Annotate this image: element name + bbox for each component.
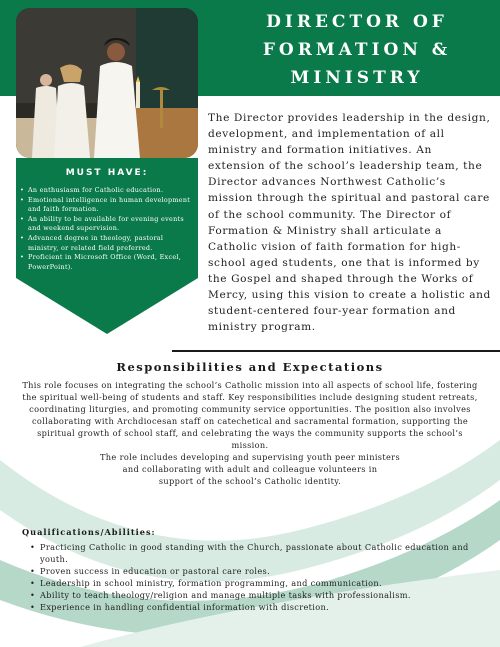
responsibilities-heading: Responsibilities and Expectations [116,360,384,374]
qualifications-heading: Qualifications/Abilities: [22,527,156,537]
list-item: • Proven success in education or pastoral care roles. [30,565,480,577]
must-have-heading: MUST HAVE: [65,168,149,178]
list-item: • Emotional intelligence in human development and faith formation. [20,196,192,215]
list-item: • Proficient in Microsoft Office (Word, Excel, PowerPoint). [20,253,192,272]
list-item: • Advanced degree in theology, pastoral ministry, or related field preferred. [20,234,192,253]
page-title [222,8,492,92]
list-item: • An ability to be available for evening events and weekend supervision. [20,215,192,234]
list-item: • An enthusiasm for Catholic education. [20,186,192,196]
responsibilities-paragraph: This role focuses on integrating the school’s Catholic mission into all aspects of school life, fostering the spiritual well-being of students and staff. Key responsibilities include designing student retreats, coordinating liturgies, and promoting community service opportunities. The position also involves collaborating with Archdiocesan staff on catechetical and sacramental formation, supporting the spiritual growth of school staff, and celebrating the ways the community supports the school’s mission. [22,380,478,450]
title-line-3: MINISTRY [290,68,424,88]
ceremony-photo [16,8,198,158]
section-divider [172,350,500,352]
list-item: • Experience in handling confidential information with discretion. [30,601,480,613]
ceremony-photo-illustration [16,8,198,158]
must-have-list [20,186,192,272]
list-item: • Practicing Catholic in good standing with the Church, passionate about Catholic education and youth. [30,541,480,565]
responsibilities-line: support of the school’s Catholic identity. [158,476,342,486]
responsibilities-line: The role includes developing and supervising youth peer ministers [99,452,400,462]
responsibilities-line: and collaborating with adult and colleague volunteers in [122,464,378,474]
qualifications-list [30,541,480,613]
title-line-2: FORMATION & [262,40,452,60]
responsibilities-body [20,379,480,487]
list-item: • Ability to teach theology/religion and manage multiple tasks with professionalism. [30,589,480,601]
title-line-1: DIRECTOR OF [266,12,448,32]
intro-paragraph: The Director provides leadership in the design, development, and implementation of all ministry and formation initiatives. An extension of the school’s leadership team, the Director advances Northwest Catholic’s mission through the spiritual and pastoral care of the school community. The Director of Formation & Ministry shall articulate a Catholic vision of faith formation for high-school aged students, one that is informed by the Gospel and shaped through the Works of Mercy, using this vision to create a holistic and student-centered four-year formation and ministry program. [208,112,491,334]
list-item: • Leadership in school ministry, formation programming, and communication. [30,577,480,589]
